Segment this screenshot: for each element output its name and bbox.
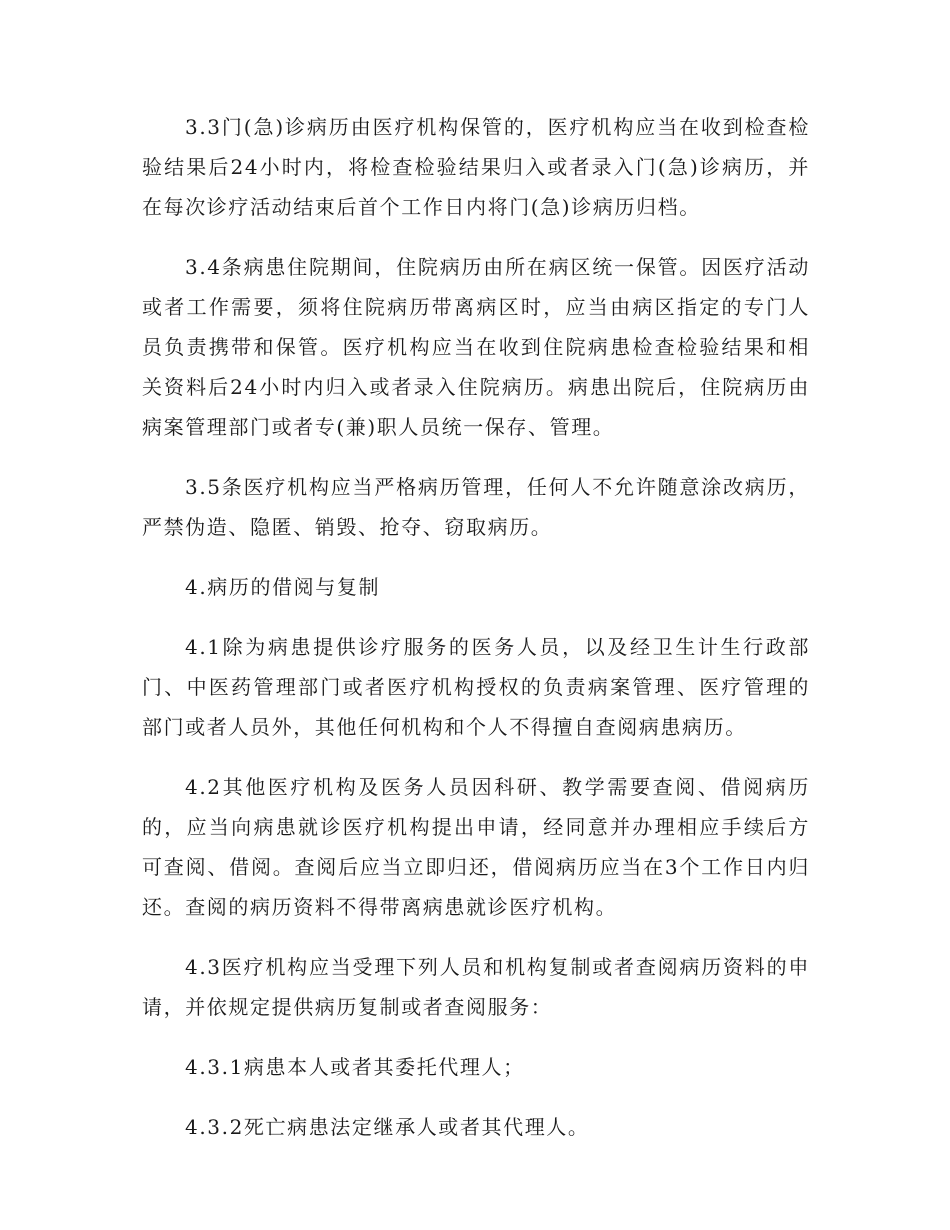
paragraph-4-3-2: 4.3.2死亡病患法定继承人或者其代理人。: [185, 1115, 590, 1139]
paragraph-4-3-1: 4.3.1病患本人或者其委托代理人；: [185, 1055, 525, 1079]
paragraph-4-1: 4.1除为病患提供诊疗服务的医务人员，以及经卫生计生行政部门、中医药管理部门或者医疗机构授权的负责病案管理、医疗管理的部门或者人员外，其他任何机构和个人不得擅自查阅病患病历。: [142, 635, 810, 739]
paragraph-4-2: 4.2其他医疗机构及医务人员因科研、教学需要查阅、借阅病历的，应当向病患就诊医疗机构提出申请，经同意并办理相应手续后方可查阅、借阅。查阅后应当立即归还，借阅病历应当在3个工作日内归还。查阅的病历资料不得带离病患就诊医疗机构。: [142, 775, 810, 919]
paragraph-3-4: 3.4条病患住院期间，住院病历由所在病区统一保管。因医疗活动或者工作需要，须将住院病历带离病区时，应当由病区指定的专门人员负责携带和保管。医疗机构应当在收到住院病患检查检验结果和相关资料后24小时内归入或者录入住院病历。病患出院后，住院病历由病案管理部门或者专(兼)职人员统一保存、管理。: [142, 255, 810, 439]
document-body: [142, 107, 810, 1167]
section-heading-4: 4.病历的借阅与复制: [185, 575, 381, 599]
paragraph-3-5: 3.5条医疗机构应当严格病历管理，任何人不允许随意涂改病历，严禁伪造、隐匿、销毁、抢夺、窃取病历。: [142, 475, 810, 539]
paragraph-3-3: 3.3门(急)诊病历由医疗机构保管的，医疗机构应当在收到检查检验结果后24小时内，将检查检验结果归入或者录入门(急)诊病历，并在每次诊疗活动结束后首个工作日内将门(急)诊病历归档。: [142, 115, 810, 219]
paragraph-4-3: 4.3医疗机构应当受理下列人员和机构复制或者查阅病历资料的申请，并依规定提供病历复制或者查阅服务：: [142, 955, 810, 1019]
